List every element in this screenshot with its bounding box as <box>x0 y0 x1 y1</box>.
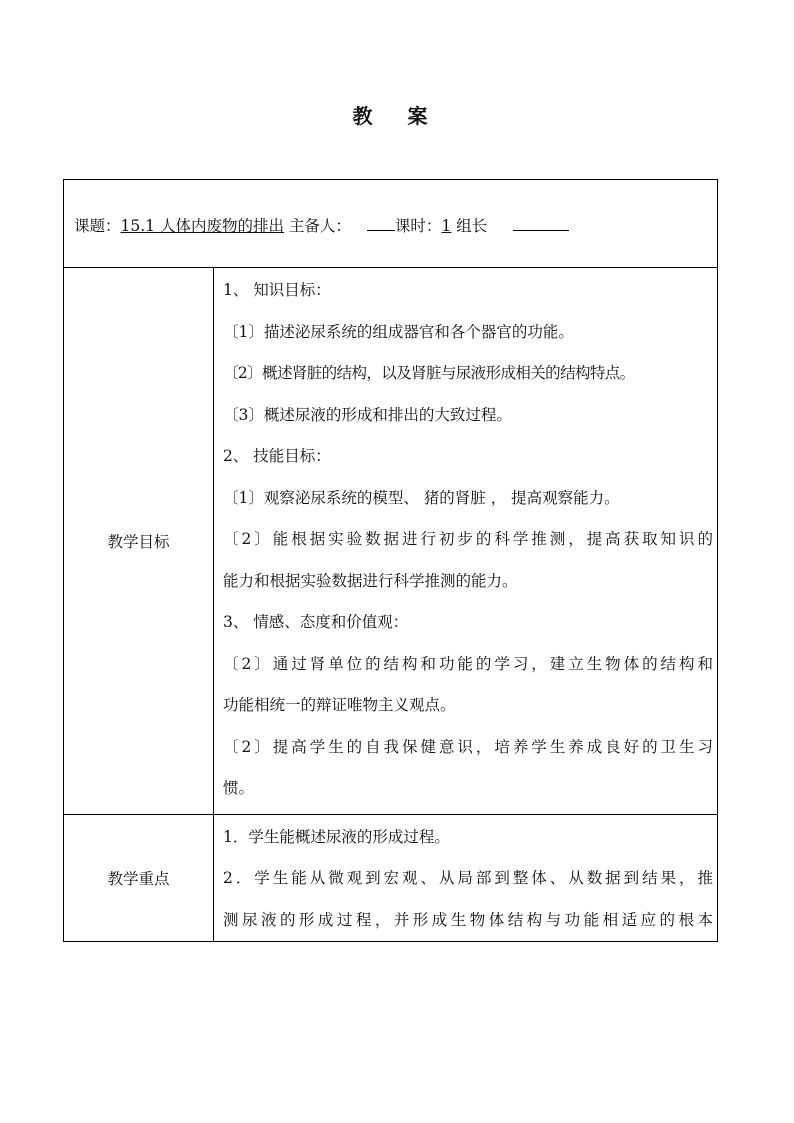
hours-value: 1 <box>441 217 452 235</box>
leader-blank <box>513 229 569 231</box>
objectives-content <box>214 268 718 815</box>
preparer-blank <box>367 229 395 231</box>
lesson-plan-table <box>63 267 718 942</box>
text-line: 〔1〕描述泌尿系统的组成器官和各个器官的功能。 <box>223 322 574 341</box>
objectives-row <box>64 268 718 815</box>
text-line: 〔2〕能根据实验数据进行初步的科学推测，提高获取知识的 <box>223 530 713 548</box>
key-points-content <box>214 814 718 942</box>
leader-label: 组长 <box>451 217 488 235</box>
text-line: 〔2〕提高学生的自我保健意识，培养学生养成良好的卫生习 <box>223 737 713 756</box>
hours-label: 课时： <box>394 217 442 235</box>
header-row <box>63 179 718 267</box>
text-line: 〔3〕概述尿液的形成和排出的大致过程。 <box>223 405 512 424</box>
text-line: 惯。 <box>223 779 255 797</box>
text-line: 能力和根据实验数据进行科学推测的能力。 <box>223 571 518 590</box>
row-label-key-points: 教学重点 <box>64 814 214 942</box>
text-line: 1、 知识目标： <box>223 281 331 299</box>
text-line: 〔2〕通过肾单位的结构和功能的学习，建立生物体的结构和 <box>223 654 713 673</box>
text-line: 2．学生能从微观到宏观、从局部到整体、从数据到结果，推 <box>223 869 713 887</box>
text-line: 功能相统一的辩证唯物主义观点。 <box>223 696 456 714</box>
text-line: 3、 情感、态度和价值观： <box>223 613 409 631</box>
text-line: 〔1〕观察泌尿系统的模型、 猪的肾脏 ， 提高观察能力。 <box>223 488 620 507</box>
text-line: 〔2〕概述肾脏的结构，以及肾脏与尿液形成相关的结构特点。 <box>223 364 635 382</box>
lesson-info-line <box>74 214 569 236</box>
topic-prefix: 课题： <box>74 217 121 235</box>
text-line: 2、 技能目标： <box>223 447 331 465</box>
lesson-topic: 15.1 人体内废物的排出 <box>120 217 284 235</box>
row-label-objectives: 教学目标 <box>64 268 214 815</box>
key-points-row <box>64 814 718 942</box>
text-line: 测尿液的形成过程，并形成生物体结构与功能相适应的根本 <box>223 910 713 929</box>
preparer-label: 主备人： <box>283 217 351 235</box>
page-title: 教 案 <box>352 104 442 128</box>
text-line: 1．学生能概述尿液的形成过程。 <box>223 827 450 846</box>
